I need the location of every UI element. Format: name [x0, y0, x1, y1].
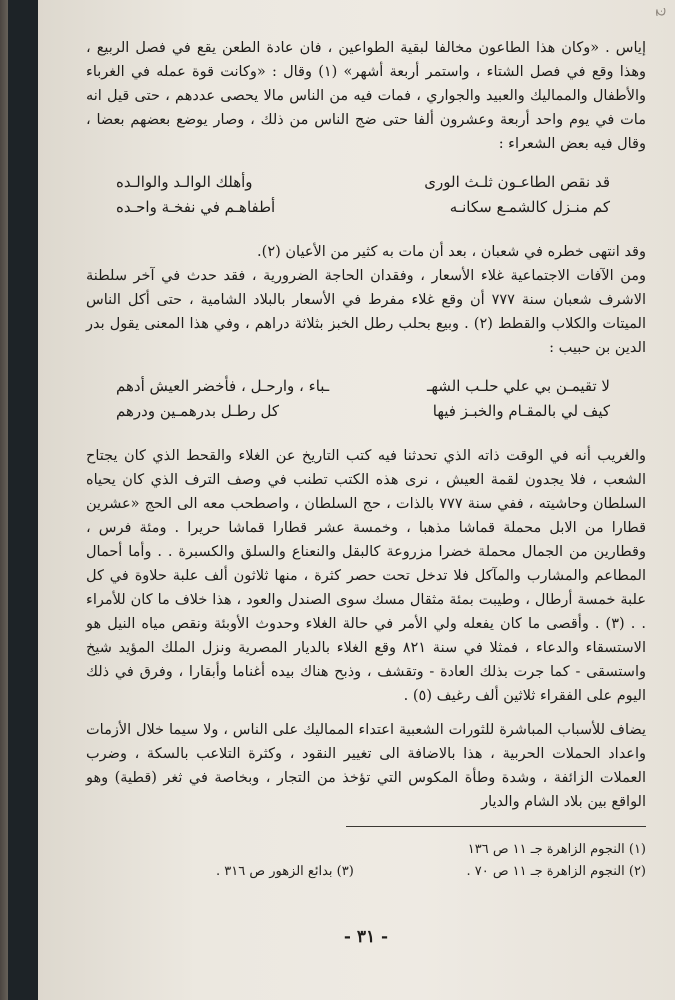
verse-second-hemistich: ـباء ، وارحـل ، فأخضر العيش أدهم — [116, 377, 330, 395]
poem-line — [86, 399, 646, 424]
verse-second-hemistich: أطفاهـم في نفخـة واحـده — [116, 198, 276, 216]
footnotes — [86, 839, 646, 883]
book-page — [38, 0, 675, 1000]
verse-first-hemistich: لا تقيمـن بي علي حلـب الشهـ — [426, 377, 610, 395]
page-number: - ٣١ - — [343, 927, 389, 947]
footnote-divider — [346, 826, 646, 827]
poem-line — [86, 170, 646, 195]
margin-note: ج — [650, 8, 666, 18]
paragraph-luxury: والغريب أنه في الوقت ذاته الذي تحدثنا فيه كتب التاريخ عن الغلاء والقحط الذي كان يجتاح الشعب ، فلا يجدون لقمة العيش ، نرى هذه الكتب تطنب في وصف الترف الذي كان يحياه السلطان وحاشيته ، ففي سنة ٧٧٧ بالذات ، حج السلطان ، واصطحب معه الى الحج «عشرين قطارا من الابل محملة قماشا مذهبا ، وخمسة عشر قطارا قماشا حريرا . ومئة فرس ، وقطارين من الجمال محملة خضرا مزروعة كالبقل والنعناع والسلق والكسبرة . . وأما أحمال المطاعم والمشارب والمآكل فلا تدخل تحت حصر كثرة ، منها ثلاثون ألف علبة حلاوة في كل علبة خمسة أرطال ، وطيبت بمئة مثقال مسك سوى الصندل والعود ، هذا خلاف ما كان للأمراء . . (٣) . وأقصى ما كان يفعله ولي الأمر في حالة الغلاء وحدوث الأوبئة ونقص مياه النيل هو الاستسقاء والدعاء ، فمثلا في سنة ٨٢١ وقع الغلاء بالديار المصرية ونزل الملك المؤيد شيخ واستسقى - كما جرت بذلك العادة - وتقشف ، وذبح هناك بيده أغناما وأبقارا ، وفرق في ذلك اليوم على الفقراء ثلاثين ألف رغيف (٥) . — [86, 448, 647, 704]
verse-second-hemistich: وأهلك الوالـد والوالـده — [116, 173, 253, 191]
footnote-2: (٢) النجوم الزاهرة جـ ١١ ص ٧٠ . — [466, 864, 646, 879]
paragraph-prices: ومن الآفات الاجتماعية غلاء الأسعار ، وفقدان الحاجة الضرورية ، فقد حدث في آخر سلطنة الاشرف شعبان سنة ٧٧٧ أن وقع غلاء مفرط في الأسعار بالبلاد الشامية ، حتى أكل الناس الميتات والكلاب والقطط (٢) . وبيع بحلب رطل الخبز بثلاثة دراهم ، وفي هذا المعنى يقول بدر الدين بن حبيب : — [86, 268, 646, 356]
verse-first-hemistich: كم منـزل كالشمـع سكانـه — [449, 198, 610, 216]
paragraph-shaban: وقد انتهى خطره في شعبان ، بعد أن مات به كثير من الأعيان (٢). — [257, 244, 646, 260]
footnote-row — [86, 861, 646, 883]
poem-plague — [86, 170, 646, 220]
paragraph-causes: يضاف للأسباب المباشرة للثورات الشعبية اعتداء المماليك على الناس ، ولا سيما خلال الأزمات واعداد الحملات الحربية ، هذا بالاضافة الى تغيير النقود ، وكثرة التلاعب بالسكة ، وضرب العملات الزائفة ، وشدة وطأة المكوس التي تؤخذ من التجار ، وبخاصة في ثغر (قطية) وهو الواقع بين بلاد الشام والديار — [86, 722, 646, 810]
footnote-1: (١) النجوم الزاهرة جـ ١١ ص ١٣٦ — [467, 842, 646, 857]
book-cover-edge — [8, 0, 40, 1000]
poem-aleppo — [86, 374, 646, 424]
footnote-3: (٣) بدائع الزهور ص ٣١٦ . — [216, 864, 354, 879]
paragraph-plague: إياس . «وكان هذا الطاعون مخالفا لبقية الطواعين ، فان عادة الطعن يقع في فصل الربيع ، وهذا وقع في فصل الشتاء ، واستمر أربعة أشهر» (١) وقال : «وكانت قوة عمله في الغرباء والأطفال والمماليك والعبيد والجواري ، فمات فيه من الناس مالا يحصى عددهم ، حتى قيل انه مات في يوم واحد أربعة وعشرون ألفا حتى ضج الناس من ذلك ، وصار يوضع بعضهم بعضا ، وقال فيه بعض الشعراء : — [86, 40, 646, 152]
page-content — [86, 36, 646, 947]
poem-line — [86, 195, 646, 220]
verse-first-hemistich: كيف لي بالمقـام والخبـز فيها — [432, 402, 610, 420]
poem-line — [86, 374, 646, 399]
verse-second-hemistich: كل رطـل بدرهمـين ودرهم — [116, 402, 280, 420]
verse-first-hemistich: قد نقص الطاعـون ثلـث الورى — [424, 173, 610, 191]
